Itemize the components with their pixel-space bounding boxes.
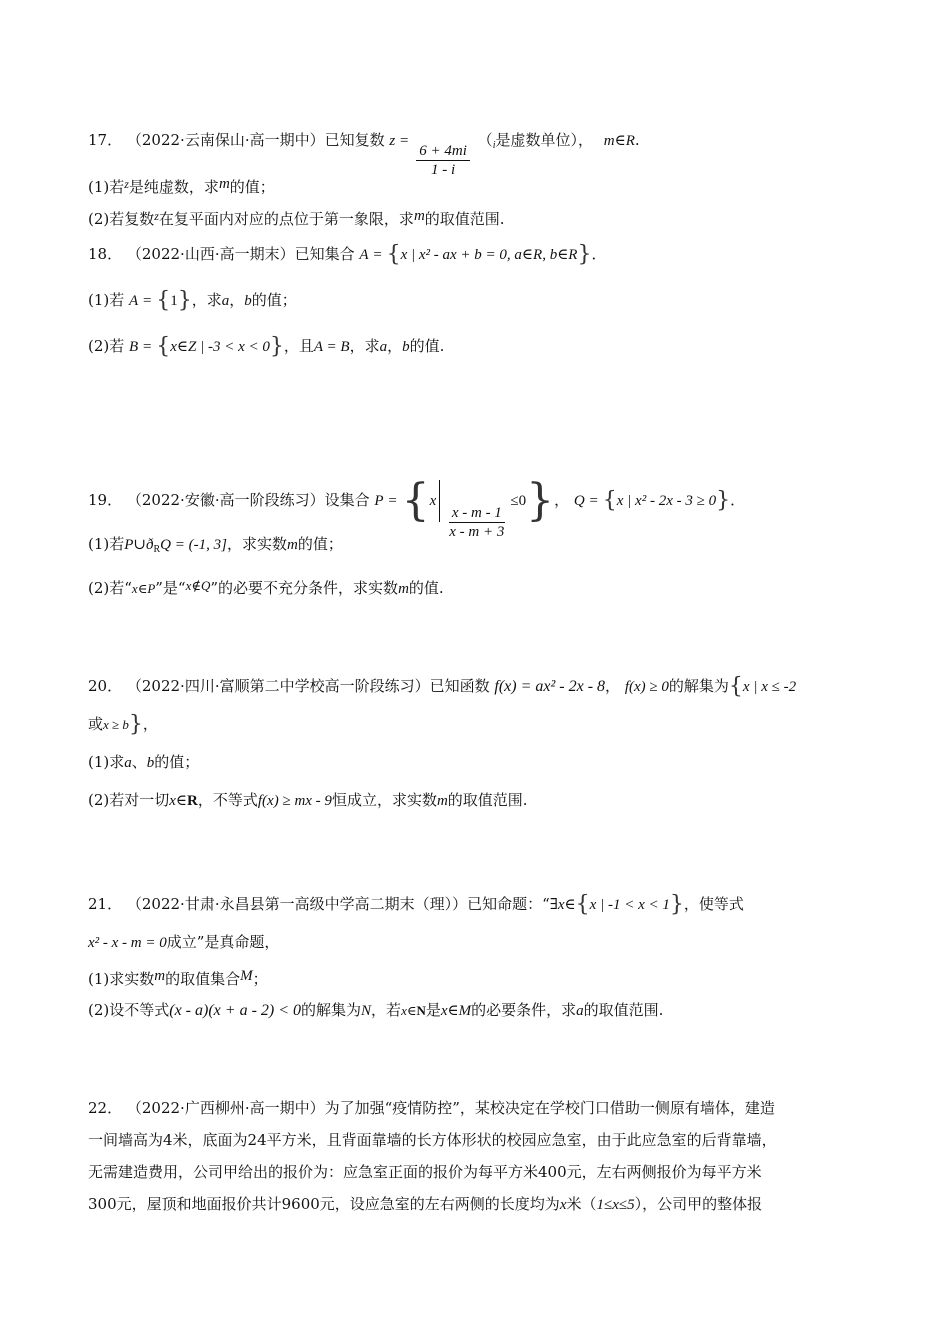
q19-source: （2022·安徽·高一阶段练习） [126, 491, 325, 509]
q20-p1-a: (1)求 [88, 753, 125, 771]
q21-text: 已知命题：“ [467, 895, 550, 913]
q18-p1-a: (1)若 [88, 291, 125, 309]
q19-frac-num: x - m - 1 [449, 504, 505, 523]
q22-text-2: 一间墙高为4米，底面为24平方米，且背面靠墙的长方体形状的校园应急室，由于此应急室的后背靠墙， [88, 1131, 777, 1149]
q19-brace-close: } [526, 475, 555, 526]
q19-var-P: P [374, 493, 384, 509]
q17-stem: 17． （2022·云南保山·高一期中）已知复数 z = $\frac{6 + 4mi}{1 - i}$ （$_i$是虚数单位）， m∈R. [88, 131, 640, 178]
q17-p2-a: (2)若复数 [88, 210, 155, 228]
q19-p2-c: ”的必要不充分条件，求实数 [210, 579, 399, 597]
q19-le0: ≤0 [510, 493, 527, 509]
q21-text-3: 成立”是真命题， [166, 933, 280, 951]
q17-p2-c: 的取值范围. [424, 210, 505, 228]
q17-source: （2022·云南保山·高一期中） [126, 131, 325, 149]
q20-part2: (2)若对一切x∈R，不等式f(x) ≥ mx - 9恒成立，求实数m的取值范围. [88, 791, 528, 809]
q17-var-z: z [389, 133, 396, 149]
q22-line4: 300元，屋顶和地面报价共计9600元，设应急室的左右两侧的长度均为x米（1≤x≤5），公司甲的整体报 [88, 1195, 763, 1213]
q21-text-2: ，使等式 [683, 895, 744, 913]
q22-line2 [88, 1130, 777, 1150]
q21-exists: ∃x∈ [549, 897, 576, 913]
q17-p1-b: 是纯虚数，求 [128, 178, 219, 196]
q17-p1-a: (1)若 [88, 178, 125, 196]
q20-set1: x | x ≤ -2 [742, 679, 797, 695]
q17-text: 已知复数 [324, 131, 385, 149]
q19-p2-a: (2)若“ [88, 579, 132, 597]
q19-p2-x1: x∈P [131, 581, 156, 596]
q17-part2 [88, 206, 505, 229]
q19-frac-den: x - m + 3 [449, 524, 505, 540]
q20-p2-b: ，不等式 [197, 791, 258, 809]
q19-part2: (2)若“x∈P”是“x∉Q”的必要不充分条件，求实数m的值. [88, 578, 444, 597]
q21-number: 21． [88, 895, 123, 913]
q17-p2-z: z [154, 209, 159, 223]
q18-p2-d: 的值. [409, 337, 445, 355]
q21-p2-a: (2)设不等式 [88, 1001, 170, 1019]
q22-source: （2022·广西柳州·高一期中） [126, 1099, 325, 1117]
q17-text-2: 是虚数单位）， [495, 131, 593, 149]
q18-p2-a: (2)若 [88, 337, 125, 355]
q21-eq: x² - x - m = 0 [88, 935, 167, 951]
q22-text-4c: ），公司甲的整体报 [634, 1195, 763, 1213]
q21-part2: (2)设不等式(x - a)(x + a - 2) < 0的解集为N，若x∈N是x∈M的必要条件，求a的取值范围. [88, 1001, 664, 1019]
q19-p2-x2: x∉Q [185, 578, 211, 593]
q18-number: 18． [88, 245, 123, 263]
q18-brace-open: { [386, 242, 401, 267]
q22-line1 [88, 1098, 775, 1118]
q20-number: 20． [88, 677, 123, 695]
q18-p2-eq: A = B [313, 339, 350, 355]
q18-p1-A: A [129, 293, 139, 309]
q20-p2-d: 的取值范围. [447, 791, 528, 809]
q17-i: i [492, 140, 496, 151]
q22-range: 1≤x≤5 [596, 1197, 635, 1213]
q17-fraction [416, 142, 470, 179]
q18-p1-c: 的值； [251, 291, 297, 309]
q19-p1-expr: P∪ð [124, 537, 154, 553]
q17-paren: （ [477, 131, 493, 149]
q19-text: 设集合 [324, 491, 370, 509]
q20-stem-cont: 或x ≥ b}， [88, 712, 158, 737]
q22-text-1: 为了加强“疫情防控”，某校决定在学校门口借助一侧原有墙体，建造 [324, 1099, 775, 1117]
q20-p2-c: 恒成立，求实数 [331, 791, 437, 809]
q17-condition: m∈R [603, 133, 635, 149]
q20-text: 已知函数 [429, 677, 490, 695]
q18-part1: (1)若 A = {1}，求a，b的值； [88, 288, 297, 313]
q18-stem: 18． （2022·山西·高一期末）已知集合 A = {x | x² - ax + b = 0, a∈R, b∈R}． [88, 242, 607, 267]
q17-part1 [88, 174, 275, 197]
q19-p2-b: ”是“ [155, 579, 186, 597]
q18-p2-B: B [129, 339, 139, 355]
q21-source: （2022·甘肃·永昌县第一高级中学高二期末（理）） [126, 895, 468, 913]
q17-p1-z: z [124, 177, 129, 191]
q17-p1-m: m [218, 176, 230, 192]
q17-frac-den: 1 - i [430, 162, 456, 178]
q20-set2: x ≥ b [103, 717, 129, 732]
q21-p2-ineq: (x - a)(x + a - 2) < 0 [169, 1002, 302, 1019]
q21-p2-e: 的必要条件，求 [471, 1001, 577, 1019]
q20-stem: 20． （2022·四川·富顺第二中学校高一阶段练习）已知函数 f(x) = ax² - 2x - 8， f(x) ≥ 0的解集为{x | x ≤ -2 [88, 674, 797, 699]
q17-frac-num: 6 + 4mi [416, 142, 470, 161]
q20-part1: (1)求a、b的值； [88, 753, 200, 771]
q18-p1-set: 1 [170, 293, 178, 309]
q21-stem-cont [88, 932, 279, 953]
q19-p1-b: ，求实数 [226, 535, 287, 553]
q20-cond: f(x) ≥ 0 [624, 679, 669, 695]
q18-source: （2022·山西·高一期末） [126, 245, 295, 263]
q19-q-set: x | x² - 2x - 3 ≥ 0 [616, 493, 717, 509]
q19-brace-open: { [401, 475, 430, 526]
q20-or: 或 [88, 715, 104, 733]
q20-p2-ineq: f(x) ≥ mx - 9 [257, 793, 332, 809]
q22-line3 [88, 1162, 762, 1182]
q19-p2-d: 的值. [408, 579, 444, 597]
q21-stem: 21． （2022·甘肃·永昌县第一高级中学高二期末（理））已知命题：“∃x∈{x | -1 < x < 1}，使等式 [88, 892, 744, 917]
q22-text-4a: 300元，屋顶和地面报价共计9600元，设应急室的左右两侧的长度均为 [88, 1195, 560, 1213]
q19-p1-c: 的值； [297, 535, 343, 553]
q19-part1: (1)若$P\cup ð_RQ = (-1$, 3]，求实数m的值； [88, 535, 343, 555]
q19-number: 19． [88, 491, 123, 509]
q21-p1-a: (1)求实数 [88, 970, 155, 988]
q18-brace-close: } [577, 242, 592, 267]
q19-stem: 19． （2022·安徽·高一阶段练习）设集合 P = {x $\frac{x - m - 1}{x - m + 3}$ ≤0}， Q = {x | x² - 2x - 3 ≥ 0}． [88, 475, 746, 540]
q18-p2-c: ，求 [349, 337, 380, 355]
q20-p1-b: 的值； [154, 753, 200, 771]
q21-set: x | -1 < x < 1 [589, 897, 670, 913]
q19-p1-sub: R [153, 544, 161, 555]
q22-text-4b: 米（ [566, 1195, 597, 1213]
q21-p2-f: 的取值范围. [583, 1001, 664, 1019]
q20-p2-a: (2)若对一切 [88, 791, 170, 809]
q21-p2-c: ，若 [371, 1001, 402, 1019]
q19-p1-a: (1)若 [88, 535, 125, 553]
q18-part2: (2)若 B = {x∈Z | -3 < x < 0}，且A = B，求a，b的值. [88, 334, 445, 359]
q18-set-A: x | x² - ax + b = 0, a∈R, b∈R [400, 247, 578, 263]
q17-number: 17． [88, 131, 123, 149]
q18-var-A: A [359, 247, 369, 263]
q21-p2-d: 是 [425, 1001, 441, 1019]
q21-part1: (1)求实数m的取值集合M； [88, 968, 268, 988]
q19-var-Q: Q [573, 493, 585, 509]
q20-func: f(x) = ax² - 2x - 8 [494, 678, 606, 695]
q19-fraction [446, 504, 507, 541]
q20-solset: 的解集为 [668, 677, 729, 695]
q19-p1-expr2: Q = (-1, 3] [160, 537, 227, 553]
q22-number: 22． [88, 1099, 123, 1117]
q21-p2-b: 的解集为 [301, 1001, 362, 1019]
q18-text: 已知集合 [294, 245, 355, 263]
q17-p1-c: 的值； [229, 178, 275, 196]
q17-equals: = [400, 133, 409, 149]
q18-p2-b: ，且 [283, 337, 314, 355]
q21-p1-b: 的取值集合 [165, 970, 241, 988]
q18-p2-set: x∈Z | -3 < x < 0 [170, 339, 270, 355]
q17-p2-m: m [413, 208, 425, 224]
q17-p2-b: 在复平面内对应的点位于第一象限，求 [158, 210, 414, 228]
q18-p1-b: ，求 [191, 291, 222, 309]
q22-text-3: 无需建造费用，公司甲给出的报价为：应急室正面的报价为每平方米400元，左右两侧报价为每平方米 [88, 1163, 762, 1181]
q20-source: （2022·四川·富顺第二中学校高一阶段练习） [126, 677, 430, 695]
